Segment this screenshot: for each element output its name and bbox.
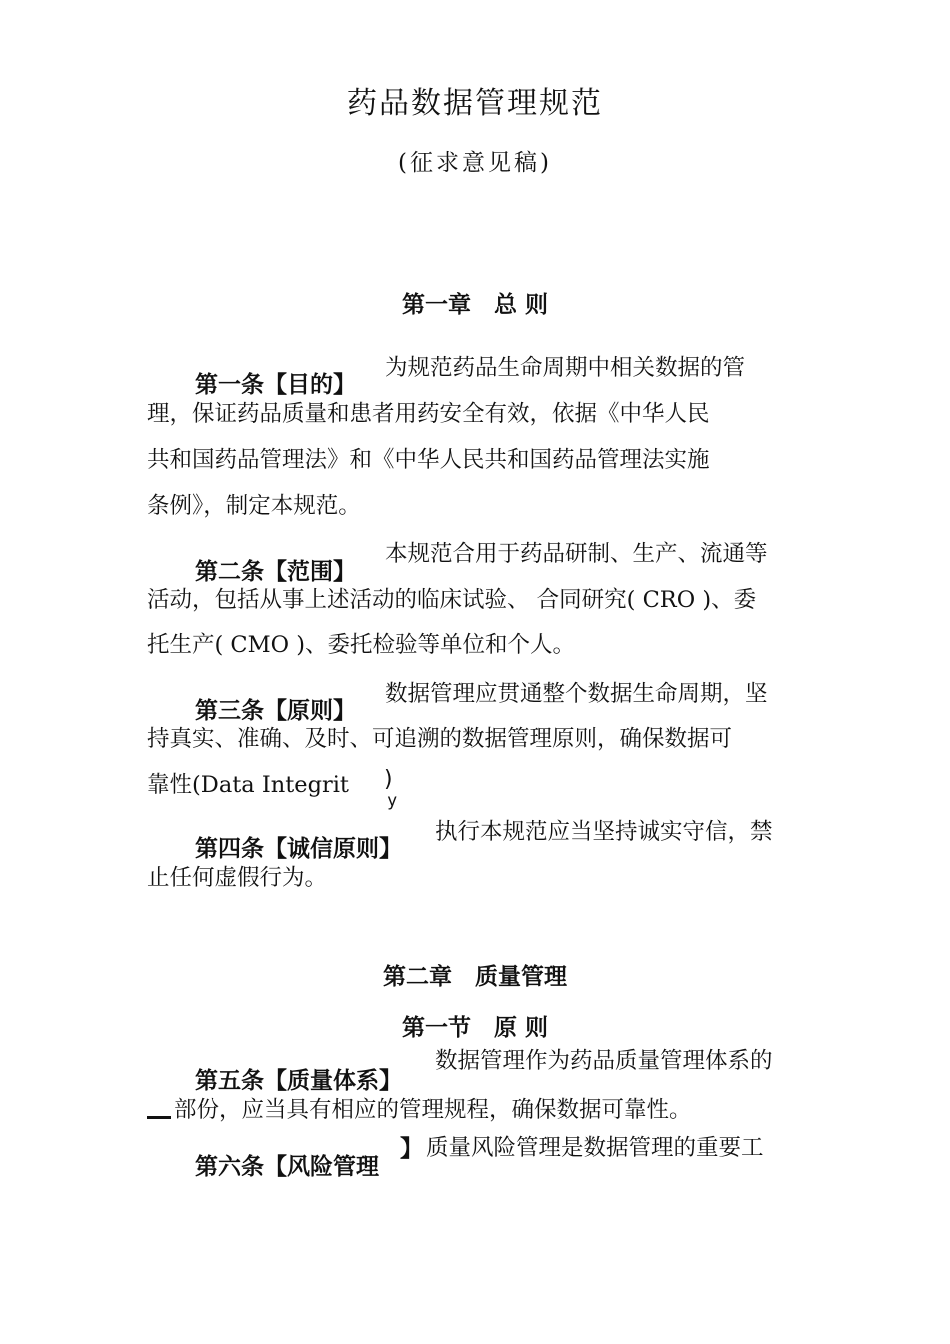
- article-4-label: 第四条【诚信原则】: [195, 836, 402, 862]
- article-4-line-2: 止任何虚假行为。: [147, 865, 328, 891]
- article-1-line-2: 理，保证药品质量和患者用药安全有效，依据《中华人民: [147, 401, 710, 427]
- document-subtitle: (征求意见稿): [398, 150, 552, 176]
- article-4-line-1: 执行本规范应当坚持诚实守信，禁: [435, 819, 773, 845]
- article-5-label: 第五条【质量体系】: [195, 1068, 402, 1094]
- article-1-line-1: 为规范药品生命周期中相关数据的管: [385, 355, 746, 381]
- underline-dash: [147, 1116, 171, 1119]
- article-3-close-paren: ): [382, 767, 396, 792]
- article-6-line-1: 质量风险管理是数据管理的重要工: [426, 1135, 764, 1161]
- article-6-label: 第六条【风险管理: [195, 1154, 379, 1180]
- article-2-line-1: 本规范合用于药品研制、生产、流通等: [385, 541, 768, 567]
- chapter-1-heading: 第一章 总 则: [401, 292, 548, 318]
- article-3-line-2: 持真实、准确、及时、可追溯的数据管理原则，确保数据可: [147, 726, 733, 752]
- article-2-label: 第二条【范围】: [195, 559, 356, 585]
- document-title: 药品数据管理规范: [347, 86, 603, 121]
- article-3-label: 第三条【原则】: [195, 698, 356, 724]
- chapter-2-heading: 第二章 质量管理: [383, 964, 567, 990]
- article-6-bracket: 】: [400, 1136, 423, 1162]
- section-1-heading: 第一节 原 则: [401, 1015, 548, 1041]
- article-1-line-4: 条例》，制定本规范。: [147, 493, 361, 519]
- article-3-line-3: 靠性(Data Integrit: [147, 772, 349, 798]
- article-2-line-3: 托生产( CMO )、委托检验等单位和个人。: [147, 632, 576, 658]
- article-2-line-2: 活动，包括从事上述活动的临床试验、 合同研究( CRO )、委: [147, 587, 757, 613]
- article-3-line-1: 数据管理应贯通整个数据生命周期，坚: [385, 681, 768, 707]
- article-5-line-1: 数据管理作为药品质量管理体系的: [435, 1048, 773, 1074]
- article-5-line-2: 部份，应当具有相应的管理规程，确保数据可靠性。: [174, 1097, 692, 1123]
- article-1-line-3: 共和国药品管理法》和《中华人民共和国药品管理法实施: [147, 447, 710, 473]
- article-3-trailing-y: y: [387, 791, 398, 811]
- article-1-label: 第一条【目的】: [195, 372, 356, 398]
